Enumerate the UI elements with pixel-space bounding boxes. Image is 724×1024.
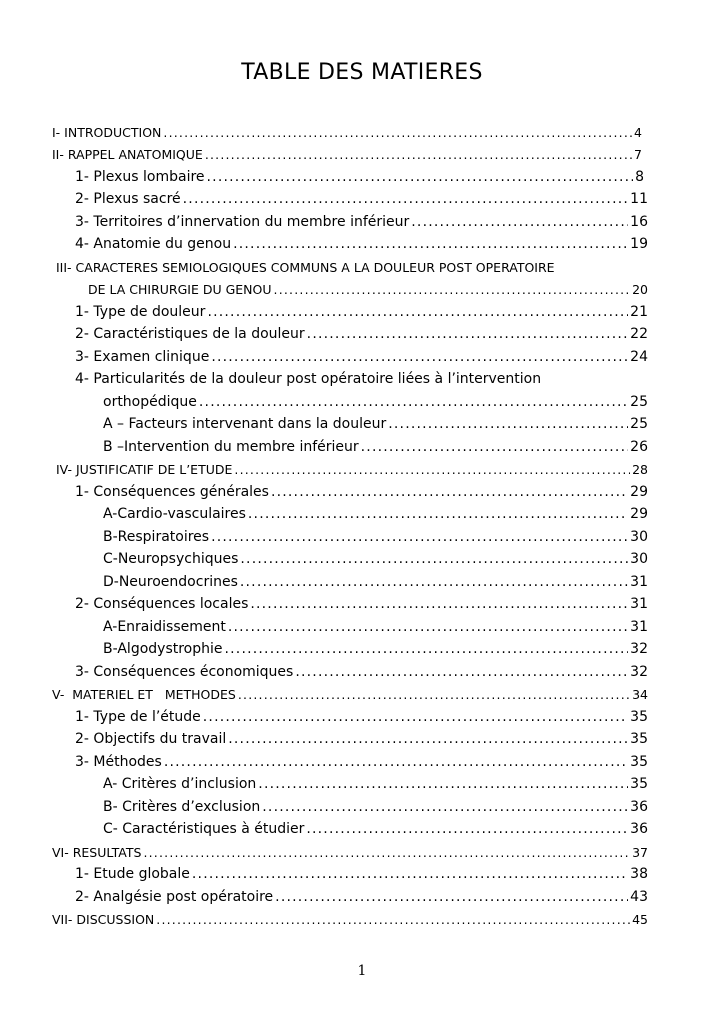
toc-entry	[103, 433, 648, 455]
dot-leader	[240, 574, 628, 590]
toc-entry-page: 35	[630, 709, 648, 725]
toc-entry-label: 1- Type de l’étude	[75, 709, 201, 725]
toc-entry	[103, 410, 648, 432]
toc-entry-page: 11	[630, 191, 648, 207]
toc-entry-page: 30	[630, 551, 648, 567]
toc-entry-label: A – Facteurs intervenant dans la douleur	[103, 416, 387, 432]
toc-entry-page: 45	[632, 912, 648, 927]
toc-entry-page: 35	[630, 731, 648, 747]
toc-entry-page: 43	[630, 889, 648, 905]
toc-entry-label: C- Caractéristiques à étudier	[103, 821, 305, 837]
toc-entry	[56, 455, 648, 477]
toc-entry-page: 31	[630, 574, 648, 590]
toc-entry-heading-line	[75, 365, 648, 387]
toc-entry-label: I- INTRODUCTION	[52, 125, 162, 140]
toc-entry-page: 32	[630, 641, 648, 657]
toc-entry-page: 37	[632, 845, 648, 860]
dot-leader	[388, 416, 628, 432]
toc-entry-label: IV- JUSTIFICATIF DE L’ETUDE	[56, 462, 233, 477]
toc-entry-page: 26	[630, 439, 648, 455]
toc-entry-page: 32	[630, 664, 648, 680]
toc-entry	[103, 500, 648, 522]
dot-leader	[225, 641, 629, 657]
dot-leader	[207, 169, 634, 185]
toc-entry	[75, 748, 648, 770]
toc-entry-page: 20	[632, 282, 648, 297]
toc-entry	[75, 725, 648, 747]
toc-entry-label: orthopédique	[103, 394, 197, 410]
toc-entry	[103, 770, 648, 792]
toc-entry-label: 2- Plexus sacré	[75, 191, 181, 207]
dot-leader	[192, 866, 628, 882]
toc-entry-page: 30	[630, 529, 648, 545]
toc-entry-label: 3- Examen clinique	[75, 349, 210, 365]
dot-leader	[306, 821, 628, 837]
dot-leader	[411, 214, 628, 230]
toc-entry-label: 2- Conséquences locales	[75, 596, 249, 612]
toc-entry-page: 38	[630, 866, 648, 882]
toc-entry-label: 4- Particularités de la douleur post opératoire liées à l’intervention	[75, 371, 542, 387]
toc-entry	[52, 680, 648, 702]
toc-entry-label: A-Cardio-vasculaires	[103, 506, 246, 522]
dot-leader	[274, 282, 631, 297]
toc-entry	[103, 568, 648, 590]
dot-leader	[156, 912, 630, 927]
toc-entry-page: 4	[634, 125, 642, 140]
toc-entry	[52, 140, 642, 162]
dot-leader	[164, 754, 628, 770]
toc-entry-page: 22	[630, 326, 648, 342]
toc-entry	[103, 388, 648, 410]
dot-leader	[233, 236, 628, 252]
dot-leader	[248, 506, 628, 522]
toc-entry-label: III- CARACTERES SEMIOLOGIQUES COMMUNS A LA DOULEUR POST OPERATOIRE	[56, 260, 555, 275]
toc-entry-page: 29	[630, 506, 648, 522]
toc-entry-label: VII- DISCUSSION	[52, 912, 155, 927]
toc-entry-page: 35	[630, 754, 648, 770]
page-number: 1	[357, 963, 367, 979]
toc-entry-label: B –Intervention du membre inférieur	[103, 439, 359, 455]
toc-entry	[88, 275, 648, 297]
toc-entry-label: 3- Méthodes	[75, 754, 162, 770]
dot-leader	[228, 731, 628, 747]
toc-entry	[75, 658, 648, 680]
toc-entry-label: 1- Conséquences générales	[75, 484, 269, 500]
toc-entry	[75, 883, 648, 905]
toc-entry-page: 28	[632, 462, 648, 477]
toc-entry	[52, 905, 648, 927]
dot-leader	[258, 776, 628, 792]
toc-entry	[103, 545, 648, 567]
toc-entry	[75, 343, 648, 365]
toc-entry-label: 1- Type de douleur	[75, 304, 206, 320]
toc-entry-label: 1- Etude globale	[75, 866, 190, 882]
toc-entry-page: 31	[630, 596, 648, 612]
dot-leader	[199, 394, 628, 410]
toc-entry-page: 25	[630, 394, 648, 410]
toc-entry	[75, 298, 648, 320]
toc-entry-label: DE LA CHIRURGIE DU GENOU	[88, 282, 272, 297]
dot-leader	[143, 845, 630, 860]
dot-leader	[262, 799, 628, 815]
toc-entry-page: 7	[634, 147, 642, 162]
dot-leader	[211, 349, 628, 365]
toc-entry	[75, 208, 648, 230]
dot-leader	[203, 709, 628, 725]
toc-entry-label: C-Neuropsychiques	[103, 551, 239, 567]
toc-entry	[75, 478, 648, 500]
toc-entry-label: 3- Conséquences économiques	[75, 664, 294, 680]
toc-entry-label: 2- Objectifs du travail	[75, 731, 227, 747]
toc-entry-page: 36	[630, 821, 648, 837]
toc-entry-page: 25	[630, 416, 648, 432]
dot-leader	[240, 551, 628, 567]
toc-entry	[75, 590, 648, 612]
toc-entry-label: D-Neuroendocrines	[103, 574, 238, 590]
toc-entry-heading-line	[56, 253, 646, 275]
toc-entry-label: 3- Territoires d’innervation du membre inférieur	[75, 214, 410, 230]
toc-entry-label: A- Critères d’inclusion	[103, 776, 257, 792]
toc-entry-page: 34	[632, 687, 648, 702]
dot-leader	[307, 326, 629, 342]
toc-entry-label: B-Algodystrophie	[103, 641, 223, 657]
toc-entry-label: VI- RESULTATS	[52, 845, 142, 860]
dot-leader	[183, 191, 629, 207]
toc-entry-label: 2- Analgésie post opératoire	[75, 889, 274, 905]
toc-entry-page: 35	[630, 776, 648, 792]
toc-entry	[103, 523, 648, 545]
toc-entry-label: A-Enraidissement	[103, 619, 226, 635]
toc-entry-label: II- RAPPEL ANATOMIQUE	[52, 147, 203, 162]
toc-entry-page: 21	[630, 304, 648, 320]
toc-entry-page: 8	[635, 169, 644, 185]
toc-entry-page: 16	[630, 214, 648, 230]
toc-entry	[103, 613, 648, 635]
toc-entry-page: 24	[630, 349, 648, 365]
toc-entry	[103, 793, 648, 815]
toc-entry	[75, 230, 648, 252]
toc-entry-label: 2- Caractéristiques de la douleur	[75, 326, 305, 342]
toc-entry-label: B- Critères d’exclusion	[103, 799, 261, 815]
toc-entry	[103, 635, 648, 657]
toc-entry	[75, 320, 648, 342]
toc-entry-label: B-Respiratoires	[103, 529, 210, 545]
toc-entry	[75, 860, 648, 882]
dot-leader	[295, 664, 628, 680]
toc-entry	[75, 703, 648, 725]
dot-leader	[271, 484, 628, 500]
toc-entry-page: 19	[630, 236, 648, 252]
dot-leader	[361, 439, 629, 455]
dot-leader	[211, 529, 628, 545]
toc-entry-label: 1- Plexus lombaire	[75, 169, 205, 185]
toc-entry	[52, 118, 642, 140]
toc-entry	[75, 185, 648, 207]
dot-leader	[205, 147, 632, 162]
toc-entry	[75, 163, 644, 185]
toc-entry-label: 4- Anatomie du genou	[75, 236, 232, 252]
page-title: TABLE DES MATIERES	[241, 60, 483, 85]
dot-leader	[163, 125, 632, 140]
toc-entry-label: V- MATERIEL ET METHODES	[52, 687, 236, 702]
dot-leader	[228, 619, 628, 635]
dot-leader	[275, 889, 628, 905]
dot-leader	[238, 687, 630, 702]
toc-entry	[52, 838, 648, 860]
toc-entry	[103, 815, 648, 837]
toc-entry-page: 29	[630, 484, 648, 500]
dot-leader	[207, 304, 628, 320]
dot-leader	[234, 462, 630, 477]
toc-entry-page: 31	[630, 619, 648, 635]
toc-entry-page: 36	[630, 799, 648, 815]
dot-leader	[250, 596, 628, 612]
